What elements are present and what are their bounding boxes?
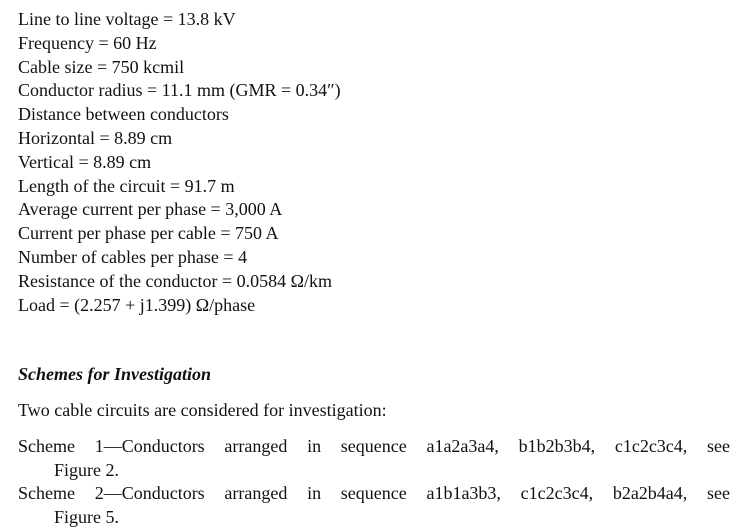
section-intro: Two cable circuits are considered for investigation: (18, 400, 387, 421)
scheme-1-line: Scheme 1—Conductors arranged in sequence a1a2a3a4, b1b2b3b4, c1c2c3c4, see (18, 436, 730, 457)
param-cables-per-phase: Number of cables per phase = 4 (18, 246, 248, 267)
param-circuit-length: Length of the circuit = 91.7 m (18, 175, 235, 196)
document-page (18, 8, 730, 529)
param-average-current: Average current per phase = 3,000 A (18, 199, 283, 220)
scheme-2-line: Scheme 2—Conductors arranged in sequence a1b1a3b3, c1c2c3c4, b2a2b4a4, see (18, 483, 730, 504)
parameter-list (18, 8, 730, 317)
param-line-voltage: Line to line voltage = 13.8 kV (18, 9, 236, 29)
scheme-1-figure-ref: Figure 2. (54, 459, 119, 480)
param-conductor-radius: Conductor radius = 11.1 mm (GMR = 0.34″) (18, 80, 341, 101)
param-resistance: Resistance of the conductor = 0.0584 Ω/km (18, 270, 332, 291)
param-current-per-cable: Current per phase per cable = 750 A (18, 223, 279, 244)
param-distance-heading: Distance between conductors (18, 104, 229, 125)
section-heading: Schemes for Investigation (18, 364, 212, 385)
param-horizontal: Horizontal = 8.89 cm (18, 127, 173, 148)
param-frequency: Frequency = 60 Hz (18, 32, 157, 53)
scheme-2-figure-ref: Figure 5. (54, 506, 119, 527)
param-load: Load = (2.257 + j1.399) Ω/phase (18, 294, 256, 315)
param-vertical: Vertical = 8.89 cm (18, 151, 152, 172)
param-cable-size: Cable size = 750 kcmil (18, 56, 185, 77)
